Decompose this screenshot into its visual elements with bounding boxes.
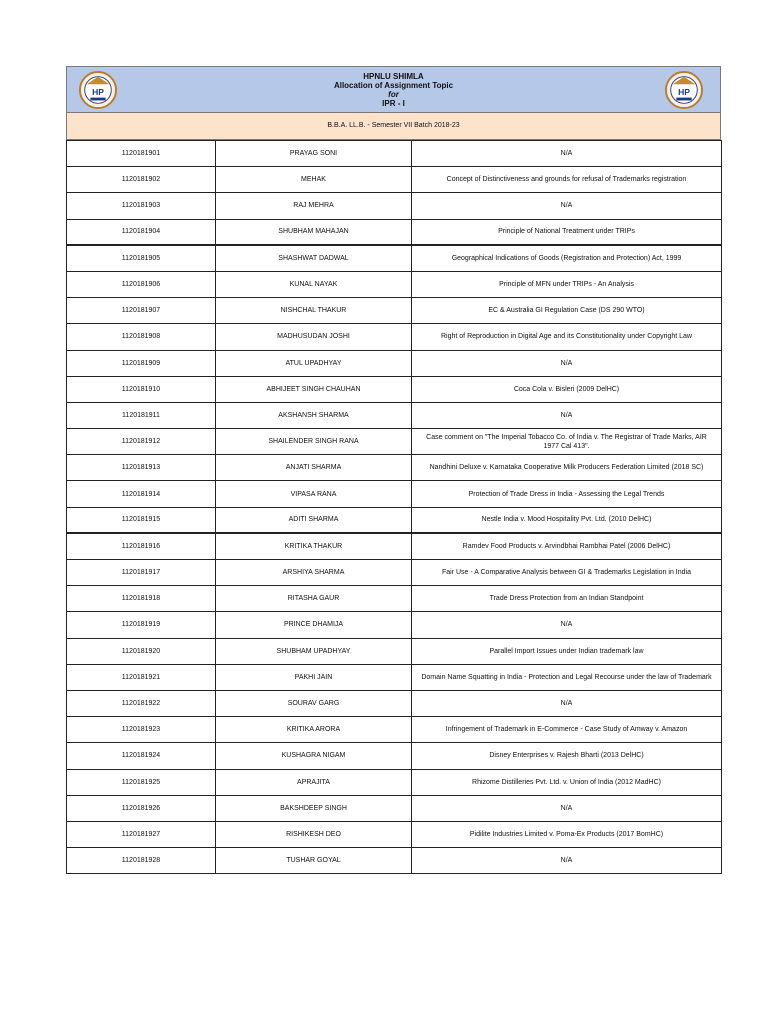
student-id-cell: 1120181919 — [67, 612, 216, 638]
assignment-topic-cell: N/A — [412, 402, 722, 428]
assignment-topic-cell: N/A — [412, 193, 722, 219]
student-id-cell: 1120181902 — [67, 167, 216, 193]
student-id-cell: 1120181911 — [67, 402, 216, 428]
assignment-topic-cell: Infringement of Trademark in E-Commerce - Case Study of Amway v. Amazon — [412, 717, 722, 743]
assignment-topic-cell: N/A — [412, 612, 722, 638]
table-row — [67, 271, 722, 297]
sheet-header — [66, 66, 721, 113]
student-id-cell: 1120181927 — [67, 821, 216, 847]
table-row — [67, 848, 722, 874]
student-id-cell: 1120181920 — [67, 638, 216, 664]
student-name-cell: SHAILENDER SINGH RANA — [216, 429, 412, 455]
table-row — [67, 402, 722, 428]
table-row — [67, 245, 722, 271]
student-name-cell: ARSHIYA SHARMA — [216, 560, 412, 586]
for-label: for — [388, 90, 399, 99]
svg-text:HP: HP — [92, 86, 104, 97]
student-id-cell: 1120181906 — [67, 271, 216, 297]
table-row — [67, 141, 722, 167]
student-name-cell: RISHIKESH DEO — [216, 821, 412, 847]
student-name-cell: PRINCE DHAMIJA — [216, 612, 412, 638]
student-id-cell: 1120181907 — [67, 298, 216, 324]
hpnlu-logo-icon — [665, 71, 703, 109]
table-row — [67, 560, 722, 586]
student-name-cell: KUSHAGRA NIGAM — [216, 743, 412, 769]
assignment-topic-cell: Nandhini Deluxe v. Karnataka Cooperative Milk Producers Federation Limited (2018 SC) — [412, 455, 722, 481]
allocation-rows — [67, 141, 722, 874]
student-id-cell: 1120181925 — [67, 769, 216, 795]
student-name-cell: VIPASA RANA — [216, 481, 412, 507]
assignment-topic-cell: Principle of MFN under TRIPs - An Analysis — [412, 271, 722, 297]
student-id-cell: 1120181914 — [67, 481, 216, 507]
assignment-topic-cell: Geographical Indications of Goods (Registration and Protection) Act, 1999 — [412, 245, 722, 271]
assignment-topic-cell: Coca Cola v. Bisleri (2009 DelHC) — [412, 376, 722, 402]
table-row — [67, 612, 722, 638]
assignment-topic-cell: Protection of Trade Dress in India - Assessing the Legal Trends — [412, 481, 722, 507]
student-id-cell: 1120181922 — [67, 690, 216, 716]
assignment-topic-cell: Ramdev Food Products v. Arvindbhai Rambhai Patel (2006 DelHC) — [412, 533, 722, 559]
assignment-topic-cell: Domain Name Squatting in India - Protection and Legal Recourse under the law of Trademark — [412, 664, 722, 690]
allocation-table — [66, 140, 722, 874]
svg-text:HP: HP — [678, 86, 690, 97]
table-row — [67, 193, 722, 219]
student-name-cell: ADITI SHARMA — [216, 507, 412, 533]
table-row — [67, 638, 722, 664]
assignment-topic-cell: Fair Use - A Comparative Analysis between GI & Trademarks Legislation in India — [412, 560, 722, 586]
student-id-cell: 1120181912 — [67, 429, 216, 455]
student-id-cell: 1120181928 — [67, 848, 216, 874]
student-name-cell: KUNAL NAYAK — [216, 271, 412, 297]
student-id-cell: 1120181913 — [67, 455, 216, 481]
student-id-cell: 1120181908 — [67, 324, 216, 350]
student-name-cell: ANJATI SHARMA — [216, 455, 412, 481]
student-id-cell: 1120181923 — [67, 717, 216, 743]
student-name-cell: PAKHI JAIN — [216, 664, 412, 690]
student-name-cell: KRITIKA ARORA — [216, 717, 412, 743]
assignment-topic-cell: Concept of Distinctiveness and grounds for refusal of Trademarks registration — [412, 167, 722, 193]
assignment-topic-cell: Nestle India v. Mood Hospitality Pvt. Ltd. (2010 DelHC) — [412, 507, 722, 533]
student-name-cell: APRAJITA — [216, 769, 412, 795]
assignment-topic-cell: Principle of National Treatment under TRIPs — [412, 219, 722, 245]
document-title: Allocation of Assignment Topic — [333, 81, 454, 90]
table-row — [67, 664, 722, 690]
student-name-cell: SHUBHAM UPADHYAY — [216, 638, 412, 664]
assignment-topic-cell: N/A — [412, 690, 722, 716]
table-row — [67, 769, 722, 795]
student-name-cell: BAKSHDEEP SINGH — [216, 795, 412, 821]
assignment-topic-cell: Disney Enterprises v. Rajesh Bharti (2013 DelHC) — [412, 743, 722, 769]
header-titles — [67, 72, 720, 108]
student-name-cell: PRAYAG SONI — [216, 141, 412, 167]
assignment-topic-cell: Case comment on "The Imperial Tobacco Co. of India v. The Registrar of Trade Marks, AIR 1977 Cal 413". — [412, 429, 722, 455]
table-row — [67, 298, 722, 324]
student-id-cell: 1120181904 — [67, 219, 216, 245]
student-id-cell: 1120181916 — [67, 533, 216, 559]
student-id-cell: 1120181915 — [67, 507, 216, 533]
student-id-cell: 1120181921 — [67, 664, 216, 690]
student-name-cell: NISHCHAL THAKUR — [216, 298, 412, 324]
student-id-cell: 1120181905 — [67, 245, 216, 271]
table-row — [67, 481, 722, 507]
university-name: HPNLU SHIMLA — [363, 72, 424, 81]
assignment-topic-cell: Pidilite Industries Limited v. Poma-Ex Products (2017 BomHC) — [412, 821, 722, 847]
student-name-cell: ABHIJEET SINGH CHAUHAN — [216, 376, 412, 402]
student-id-cell: 1120181903 — [67, 193, 216, 219]
student-name-cell: SHASHWAT DADWAL — [216, 245, 412, 271]
student-name-cell: SOURAV GARG — [216, 690, 412, 716]
student-name-cell: TUSHAR GOYAL — [216, 848, 412, 874]
assignment-topic-cell: N/A — [412, 141, 722, 167]
table-row — [67, 821, 722, 847]
table-row — [67, 533, 722, 559]
assignment-topic-cell: N/A — [412, 795, 722, 821]
table-row — [67, 455, 722, 481]
table-row — [67, 795, 722, 821]
assignment-topic-cell: Rhizome Distilleries Pvt. Ltd. v. Union of India (2012 MadHC) — [412, 769, 722, 795]
table-row — [67, 717, 722, 743]
assignment-topic-cell: Trade Dress Protection from an Indian Standpoint — [412, 586, 722, 612]
assignment-topic-cell: N/A — [412, 848, 722, 874]
student-name-cell: KRITIKA THAKUR — [216, 533, 412, 559]
table-row — [67, 586, 722, 612]
allocation-sheet — [66, 66, 721, 874]
table-row — [67, 219, 722, 245]
student-id-cell: 1120181910 — [67, 376, 216, 402]
student-id-cell: 1120181918 — [67, 586, 216, 612]
table-row — [67, 743, 722, 769]
subject-name: IPR - I — [382, 99, 405, 108]
student-name-cell: RAJ MEHRA — [216, 193, 412, 219]
batch-label: B.B.A. LL.B. - Semester VII Batch 2018-23 — [66, 113, 721, 140]
student-name-cell: ATUL UPADHYAY — [216, 350, 412, 376]
student-id-cell: 1120181926 — [67, 795, 216, 821]
assignment-topic-cell: Parallel Import Issues under Indian trademark law — [412, 638, 722, 664]
student-name-cell: SHUBHAM MAHAJAN — [216, 219, 412, 245]
student-name-cell: MEHAK — [216, 167, 412, 193]
student-id-cell: 1120181917 — [67, 560, 216, 586]
student-name-cell: MADHUSUDAN JOSHI — [216, 324, 412, 350]
table-row — [67, 350, 722, 376]
student-name-cell: AKSHANSH SHARMA — [216, 402, 412, 428]
student-id-cell: 1120181909 — [67, 350, 216, 376]
assignment-topic-cell: EC & Australia GI Regulation Case (DS 290 WTO) — [412, 298, 722, 324]
table-row — [67, 376, 722, 402]
student-name-cell: RITASHA GAUR — [216, 586, 412, 612]
student-id-cell: 1120181924 — [67, 743, 216, 769]
table-row — [67, 690, 722, 716]
table-row — [67, 324, 722, 350]
student-id-cell: 1120181901 — [67, 141, 216, 167]
table-row — [67, 167, 722, 193]
assignment-topic-cell: N/A — [412, 350, 722, 376]
assignment-topic-cell: Right of Reproduction in Digital Age and its Constitutionality under Copyright Law — [412, 324, 722, 350]
table-row — [67, 429, 722, 455]
table-row — [67, 507, 722, 533]
